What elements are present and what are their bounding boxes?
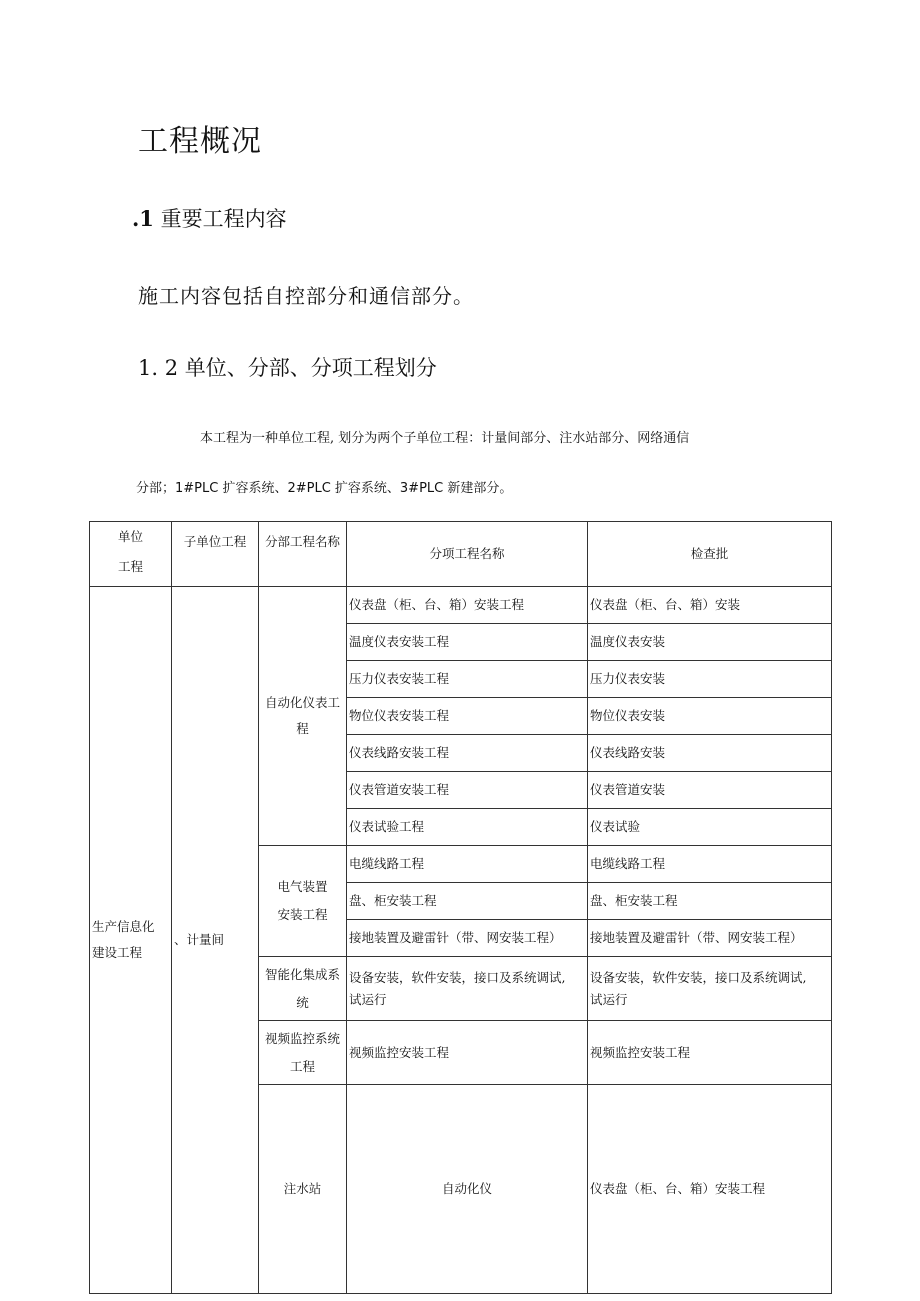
header-item: 分项工程名称 — [347, 522, 588, 587]
batch-cell: 温度仪表安装 — [588, 624, 832, 661]
item-cell: 仪表盘（柜、台、箱）安装工程 — [588, 1085, 832, 1294]
item-cell: 温度仪表安装工程 — [347, 624, 588, 661]
item-cell: 电缆线路工程 — [347, 846, 588, 883]
division-cell: 电气装置 安装工程 — [259, 846, 347, 957]
page-title: 工程概况 — [138, 124, 262, 159]
section-heading-1 — [132, 203, 287, 233]
paragraph-scope: 施工内容包括自控部分和通信部分。 — [138, 284, 474, 308]
header-unit: 单位 工程 — [90, 522, 172, 587]
batch-cell: 仪表管道安装 — [588, 772, 832, 809]
section-title: 单位、分部、分项工程划分 — [184, 356, 437, 380]
batch-cell: 压力仪表安装 — [588, 661, 832, 698]
header-sub-unit: 子单位工程 — [172, 522, 259, 587]
paragraph-division-line1: 本工程为一种单位工程, 划分为两个子单位工程：计量间部分、注水站部分、网络通信 — [200, 431, 690, 446]
section-number: 1. 2 — [138, 356, 179, 380]
item-cell: 盘、柜安装工程 — [347, 883, 588, 920]
section-number: .1 — [132, 206, 154, 231]
table-row — [90, 587, 832, 624]
header-division: 分部工程名称 — [259, 522, 347, 587]
item-cell: 设备安装，软件安装，接口及系统调试, 试运行 — [347, 957, 588, 1021]
batch-cell: 视频监控安装工程 — [588, 1021, 832, 1085]
batch-cell: 仪表盘（柜、台、箱）安装 — [588, 587, 832, 624]
table-header-row — [90, 522, 832, 587]
batch-cell: 接地装置及避雷针（带、网安装工程） — [588, 920, 832, 957]
batch-cell: 电缆线路工程 — [588, 846, 832, 883]
item-cell: 物位仪表安装工程 — [347, 698, 588, 735]
division-cell: 视频监控系统 工程 — [259, 1021, 347, 1085]
item-cell: 仪表试验工程 — [347, 809, 588, 846]
section-title: 重要工程内容 — [160, 207, 287, 231]
paragraph-division-line2: 分部；1#PLC 扩容系统、2#PLC 扩容系统、3#PLC 新建部分。 — [136, 481, 513, 496]
division-cell: 自动化仪 — [347, 1085, 588, 1294]
item-cell: 仪表盘（柜、台、箱）安装工程 — [347, 587, 588, 624]
item-cell: 接地装置及避雷针（带、网安装工程） — [347, 920, 588, 957]
batch-cell: 盘、柜安装工程 — [588, 883, 832, 920]
batch-cell: 设备安装，软件安装，接口及系统调试, 试运行 — [588, 957, 832, 1021]
header-batch: 检查批 — [588, 522, 832, 587]
item-cell: 仪表线路安装工程 — [347, 735, 588, 772]
item-cell: 视频监控安装工程 — [347, 1021, 588, 1085]
batch-cell: 仪表线路安装 — [588, 735, 832, 772]
division-table — [89, 521, 832, 1294]
batch-cell: 仪表试验 — [588, 809, 832, 846]
sub-unit-cell: 、计量间 — [172, 587, 259, 1294]
section-heading-2 — [138, 352, 437, 382]
division-cell: 智能化集成系 统 — [259, 957, 347, 1021]
division-cell: 自动化仪表工 程 — [259, 587, 347, 846]
item-cell: 压力仪表安装工程 — [347, 661, 588, 698]
unit-name-cell: 生产信息化 建设工程 — [90, 587, 172, 1294]
batch-cell: 物位仪表安装 — [588, 698, 832, 735]
item-cell: 仪表管道安装工程 — [347, 772, 588, 809]
sub-unit-cell: 注水站 — [259, 1085, 347, 1294]
